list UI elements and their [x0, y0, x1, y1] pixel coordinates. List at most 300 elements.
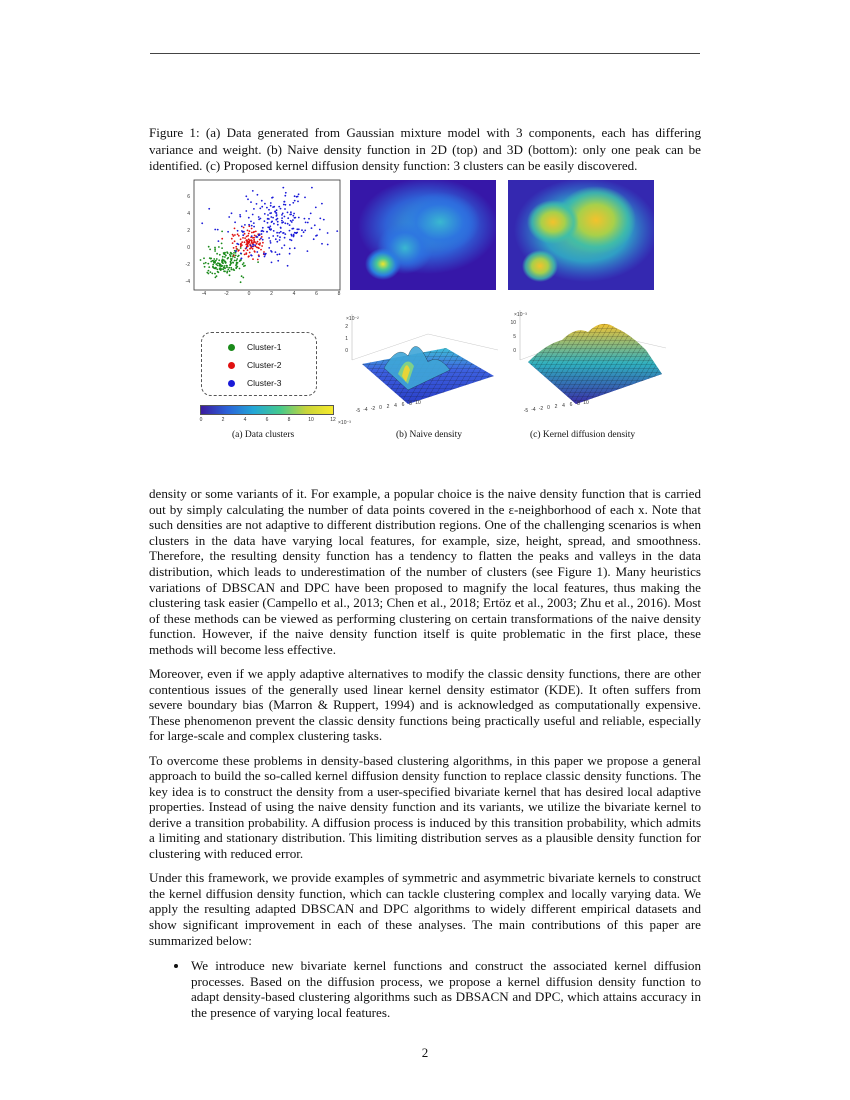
scatter-point [310, 213, 312, 215]
scatter-point [259, 208, 261, 210]
axis-tick-label: 2 [386, 404, 390, 410]
scatter-point [308, 218, 310, 220]
page-number: 2 [421, 1045, 429, 1060]
scatter-point [201, 222, 203, 224]
scatter-point [261, 230, 263, 232]
colorbar-tick-label: 2 [221, 417, 225, 423]
scatter-point [307, 250, 309, 252]
scatter-point [284, 244, 286, 246]
scatter-point [244, 237, 246, 239]
scatter-point [222, 268, 224, 270]
scatter-point [246, 236, 248, 238]
scatter-point [261, 236, 263, 238]
scatter-point [276, 209, 278, 211]
scatter-point [272, 235, 274, 237]
scatter-point [284, 233, 286, 235]
scatter-point [289, 224, 291, 226]
scatter-point [207, 263, 209, 265]
scatter-point [258, 219, 260, 221]
scatter-point [255, 231, 257, 233]
scatter-point [248, 233, 250, 235]
axis-tick-label: 4 [394, 403, 397, 409]
scatter-point [225, 255, 227, 257]
scatter-point [257, 261, 259, 263]
scatter-point [258, 247, 260, 249]
scatter-point [276, 241, 278, 243]
scatter-point [250, 201, 252, 203]
colorbar-exponent: ×10⁻³ [338, 420, 351, 426]
axis-tick-label: 8 [409, 401, 412, 407]
scatter-point [212, 264, 214, 266]
axis-tick-label: 10 [583, 400, 589, 406]
c3d-exponent: ×10⁻³ [514, 312, 527, 318]
scatter-point [254, 235, 256, 237]
scatter-point [217, 265, 219, 267]
scatter-point [219, 264, 221, 266]
scatter-point [270, 228, 272, 230]
figure-caption: Figure 1: (a) Data generated from Gaussian mixture model with 3 components, each has differing variance and weight. (b) Naive density function in 2D (top) and 3D (bottom): only one peak can be identified. (c) Proposed kernel diffusion density function: 3 clusters can be easily discovered. [149, 125, 701, 174]
scatter-point [234, 257, 236, 259]
scatter-point [311, 227, 313, 229]
scatter-point [292, 215, 294, 217]
scatter-point [235, 252, 237, 254]
scatter-point [239, 268, 241, 270]
scatter-point [281, 247, 283, 249]
scatter-plot [170, 176, 342, 296]
z-tick-label: 5 [513, 334, 516, 340]
scatter-point [256, 247, 258, 249]
scatter-point [238, 255, 240, 257]
x-tick-label: 8 [337, 291, 341, 296]
scatter-point [294, 247, 296, 249]
scatter-point [214, 229, 216, 231]
scatter-point [243, 262, 245, 264]
scatter-point [236, 260, 238, 262]
scatter-point [301, 229, 303, 231]
scatter-point [219, 254, 221, 256]
axis-tick-label: -4 [363, 407, 368, 413]
scatter-point [297, 201, 299, 203]
scatter-point [304, 218, 306, 220]
scatter-point [248, 217, 250, 219]
scatter-point [264, 220, 266, 222]
axis-tick-label: 0 [379, 405, 382, 411]
kernel-diffusion-3d [506, 304, 678, 422]
naive-density-3d [338, 304, 510, 422]
scatter-point [290, 211, 292, 213]
scatter-point [290, 213, 292, 215]
scatter-point [229, 274, 231, 276]
scatter-point [267, 222, 269, 224]
x-tick-label: 0 [247, 291, 251, 296]
scatter-point [251, 232, 253, 234]
scatter-point [252, 258, 254, 260]
scatter-point [267, 214, 269, 216]
axis-tick-label: 0 [547, 405, 550, 411]
scatter-point [245, 210, 247, 212]
scatter-point [313, 238, 315, 240]
paragraph-1: density or some variants of it. For example, a popular choice is the naive density function that is carried out by simply calculating the number of data points covered in the ε-neighborhood of each x. Note that such densities are not adaptive to different distribution regions. One of the challenging scenarios is when clusters in the data have varying local features, for example, size, height, spread, and smoothness. Therefore, the resulting density function has a tendency to flatten the peaks and valleys in the data distribution, which leads to underestimation of the number of clusters (see Figure 1). Many heuristics variations of DBSCAN and DPC have been proposed to magnify the local features, thus making the clustering task easier (Campello et al., 2013; Chen et al., 2018; Ertöz et al., 2003; Zhu et al., 2016). Most of these methods can be viewed as performing clustering on certain transformations of the naive density function. However, if the naive density function itself is quite problematic in the first place, these methods will become less effective. [149, 486, 701, 657]
scatter-point [259, 242, 261, 244]
scatter-point [259, 244, 261, 246]
scatter-point [261, 200, 263, 202]
subfigure-label-a: (a) Data clusters [232, 430, 295, 440]
scatter-point [249, 230, 251, 232]
y-tick-label: 4 [187, 211, 190, 217]
scatter-point [293, 213, 295, 215]
scatter-point [271, 221, 273, 223]
scatter-point [284, 216, 286, 218]
figure-1 [170, 176, 680, 446]
scatter-point [244, 224, 246, 226]
scatter-point [252, 246, 254, 248]
scatter-point [289, 248, 291, 250]
scatter-point [270, 205, 272, 207]
scatter-point [217, 229, 219, 231]
scatter-point [241, 230, 243, 232]
scatter-point [216, 258, 218, 260]
scatter-point [218, 259, 220, 261]
scatter-point [231, 269, 233, 271]
scatter-point [250, 221, 252, 223]
scatter-point [244, 265, 246, 267]
y-tick-label: 6 [187, 194, 190, 200]
scatter-point [230, 258, 232, 260]
scatter-point [315, 235, 317, 237]
scatter-point [262, 242, 264, 244]
scatter-point [241, 226, 243, 228]
scatter-point [227, 231, 229, 233]
scatter-point [221, 231, 223, 233]
scatter-point [232, 242, 234, 244]
scatter-point [253, 240, 255, 242]
scatter-point [245, 239, 247, 241]
scatter-point [268, 209, 270, 211]
z-tick-label: 10 [510, 320, 516, 326]
scatter-point [281, 217, 283, 219]
scatter-point [253, 226, 255, 228]
scatter-point [276, 232, 278, 234]
scatter-point [249, 252, 251, 254]
y-tick-label: 2 [187, 228, 190, 234]
scatter-point [227, 257, 229, 259]
scatter-point [251, 255, 253, 257]
scatter-point [223, 253, 225, 255]
scatter-point [233, 255, 235, 257]
scatter-point [266, 231, 268, 233]
scatter-point [224, 271, 226, 273]
scatter-point [251, 225, 253, 227]
scatter-point [216, 253, 218, 255]
scatter-point [208, 273, 210, 275]
colorbar-tick-label: 0 [199, 417, 203, 423]
scatter-point [298, 193, 300, 195]
scatter-point [264, 213, 266, 215]
scatter-point [227, 269, 229, 271]
scatter-point [256, 242, 258, 244]
scatter-point [252, 190, 254, 192]
scatter-point [239, 216, 241, 218]
scatter-point [327, 232, 329, 234]
scatter-point [237, 230, 239, 232]
scatter-point [213, 258, 215, 260]
scatter-point [276, 214, 278, 216]
scatter-point [235, 250, 237, 252]
scatter-point [250, 247, 252, 249]
scatter-point [255, 236, 257, 238]
scatter-point [246, 241, 248, 243]
colorbar-tick-label: 8 [287, 417, 291, 423]
colorbar-tick-label: 10 [308, 417, 314, 423]
scatter-point [224, 256, 226, 258]
legend-item-cluster-2: Cluster-2 [228, 360, 281, 370]
z-tick-label: 1 [345, 336, 348, 342]
scatter-point [216, 269, 218, 271]
scatter-point [264, 203, 266, 205]
scatter-point [292, 202, 294, 204]
scatter-point [247, 198, 249, 200]
scatter-point [307, 222, 309, 224]
scatter-point [319, 218, 321, 220]
scatter-point [215, 267, 217, 269]
scatter-point [272, 217, 274, 219]
scatter-point [278, 206, 280, 208]
scatter-point [294, 232, 296, 234]
scatter-point [252, 248, 254, 250]
scatter-point [284, 201, 286, 203]
scatter-point [256, 203, 258, 205]
scatter-point [265, 253, 267, 255]
scatter-point [315, 207, 317, 209]
scatter-point [254, 251, 256, 253]
scatter-point [210, 261, 212, 263]
scatter-point [208, 266, 210, 268]
z-tick-label: 0 [345, 348, 348, 354]
scatter-point [253, 208, 255, 210]
scatter-point [304, 197, 306, 199]
scatter-point [267, 218, 269, 220]
scatter-point [261, 206, 263, 208]
scatter-point [262, 227, 264, 229]
scatter-point [224, 261, 226, 263]
scatter-point [287, 212, 289, 214]
scatter-point [233, 252, 235, 254]
x-tick-label: -2 [224, 291, 229, 296]
legend-item-cluster-1: Cluster-1 [228, 342, 281, 352]
scatter-point [279, 253, 281, 255]
scatter-point [234, 240, 236, 242]
axis-tick-label: -2 [538, 406, 544, 412]
axis-tick-label: 6 [569, 402, 573, 408]
scatter-point [261, 233, 263, 235]
scatter-point [258, 234, 260, 236]
scatter-point [215, 277, 217, 279]
scatter-point [294, 195, 296, 197]
y-tick-label: -2 [185, 262, 190, 268]
axis-tick-label: 6 [401, 402, 405, 408]
subfigure-label-b: (b) Naive density [396, 430, 462, 440]
scatter-point [236, 243, 238, 245]
scatter-point [246, 247, 248, 249]
scatter-point [277, 218, 279, 220]
scatter-point [284, 222, 286, 224]
scatter-point [269, 240, 271, 242]
scatter-point [233, 269, 235, 271]
scatter-point [222, 259, 224, 261]
scatter-point [240, 246, 242, 248]
scatter-point [243, 227, 245, 229]
scatter-point [251, 239, 253, 241]
scatter-point [260, 249, 262, 251]
scatter-point [269, 212, 271, 214]
scatter-point [205, 262, 207, 264]
scatter-point [225, 262, 227, 264]
scatter-point [280, 231, 282, 233]
scatter-point [253, 237, 255, 239]
scatter-point [222, 256, 224, 258]
scatter-point [298, 217, 300, 219]
scatter-point [203, 257, 205, 259]
scatter-point [244, 254, 246, 256]
scatter-point [321, 243, 323, 245]
scatter-point [236, 263, 238, 265]
axis-tick-label: -5 [355, 408, 361, 414]
scatter-point [244, 241, 246, 243]
scatter-point [240, 247, 242, 249]
scatter-point [242, 277, 244, 279]
scatter-point [301, 235, 303, 237]
axis-tick-label: 4 [562, 403, 565, 409]
scatter-point [208, 270, 210, 272]
scatter-point [234, 221, 236, 223]
scatter-point [284, 237, 286, 239]
scatter-point [200, 259, 202, 261]
scatter-point [270, 242, 272, 244]
scatter-point [228, 267, 230, 269]
naive-density-heatmap [350, 180, 496, 290]
scatter-point [240, 258, 242, 260]
scatter-point [232, 262, 234, 264]
scatter-point [274, 211, 276, 213]
scatter-point [254, 244, 256, 246]
scatter-point [240, 243, 242, 245]
scatter-point [236, 248, 238, 250]
scatter-point [336, 230, 338, 232]
axis-tick-label: 8 [577, 401, 580, 407]
scatter-point [282, 232, 284, 234]
scatter-point [240, 238, 242, 240]
scatter-point [282, 221, 284, 223]
scatter-point [314, 224, 316, 226]
z-tick-label: 2 [345, 324, 348, 330]
x-tick-label: -4 [201, 291, 207, 296]
scatter-point [221, 247, 223, 249]
scatter-point [277, 224, 279, 226]
axis-tick-label: -5 [523, 408, 529, 414]
scatter-point [257, 259, 259, 261]
scatter-point [256, 251, 258, 253]
scatter-point [248, 224, 250, 226]
scatter-point [258, 255, 260, 257]
scatter-point [279, 239, 281, 241]
scatter-point [281, 214, 283, 216]
scatter-point [239, 214, 241, 216]
scatter-point [235, 246, 237, 248]
scatter-point [204, 266, 206, 268]
scatter-point [253, 222, 255, 224]
scatter-point [218, 246, 220, 248]
scatter-point [218, 263, 220, 265]
header-rule [150, 53, 700, 54]
scatter-point [237, 250, 239, 252]
scatter-point [212, 266, 214, 268]
scatter-point [297, 196, 299, 198]
scatter-point [230, 256, 232, 258]
list-item: • We introduce new bivariate kernel functions and construct the associated kernel diffusion processes. Based on the diffusion process, we propose a kernel diffusion density function to adapt density-based clustering algorithms such as DBSACN and DPC, which attains accuracy in the presence of varying local features. [189, 958, 701, 1020]
scatter-point [229, 270, 231, 272]
scatter-point [270, 250, 272, 252]
axis-tick-label: 10 [415, 400, 421, 406]
scatter-point [209, 257, 211, 259]
scatter-point [234, 228, 236, 230]
scatter-point [243, 250, 245, 252]
scatter-point [261, 245, 263, 247]
scatter-point [291, 239, 293, 241]
x-tick-label: 4 [292, 291, 296, 296]
scatter-point [296, 228, 298, 230]
scatter-point [293, 228, 295, 230]
scatter-point [226, 265, 228, 267]
scatter-point [221, 238, 223, 240]
scatter-point [231, 238, 233, 240]
axis-tick-label: 2 [554, 404, 558, 410]
red-dot-icon [228, 362, 235, 369]
scatter-point [240, 253, 242, 255]
scatter-point [235, 255, 237, 257]
scatter-point [268, 237, 270, 239]
scatter-point [294, 217, 296, 219]
scatter-point [268, 227, 270, 229]
scatter-point [257, 241, 259, 243]
scatter-point [275, 251, 277, 253]
scatter-point [293, 234, 295, 236]
scatter-point [278, 232, 280, 234]
scatter-point [243, 231, 245, 233]
scatter-point [244, 233, 246, 235]
scatter-point [291, 235, 293, 237]
scatter-point [262, 239, 264, 241]
scatter-point [285, 192, 287, 194]
scatter-point [281, 220, 283, 222]
scatter-point [283, 204, 285, 206]
contributions-list [149, 958, 701, 1020]
paragraph-4: Under this framework, we provide examples of symmetric and asymmetric bivariate kernels to construct the kernel diffusion density function, which can tackle clustering complex and locally varying data. We apply the resulting adapted DBSCAN and DPC algorithms to widely different empirical datasets and show significant improvement in each of these analyses. The main contributions of this paper are summarized below: [149, 870, 701, 948]
scatter-point [218, 240, 220, 242]
green-dot-icon [228, 344, 235, 351]
colorbar-tick-label: 12 [330, 417, 336, 423]
y-tick-label: -4 [185, 279, 190, 285]
scatter-point [253, 242, 255, 244]
scatter-point [228, 216, 230, 218]
scatter-point [230, 267, 232, 269]
scatter-point [242, 234, 244, 236]
scatter-point [272, 206, 274, 208]
scatter-point [270, 202, 272, 204]
scatter-point [280, 227, 282, 229]
scatter-point [236, 266, 238, 268]
scatter-point [319, 229, 321, 231]
scatter-point [238, 235, 240, 237]
